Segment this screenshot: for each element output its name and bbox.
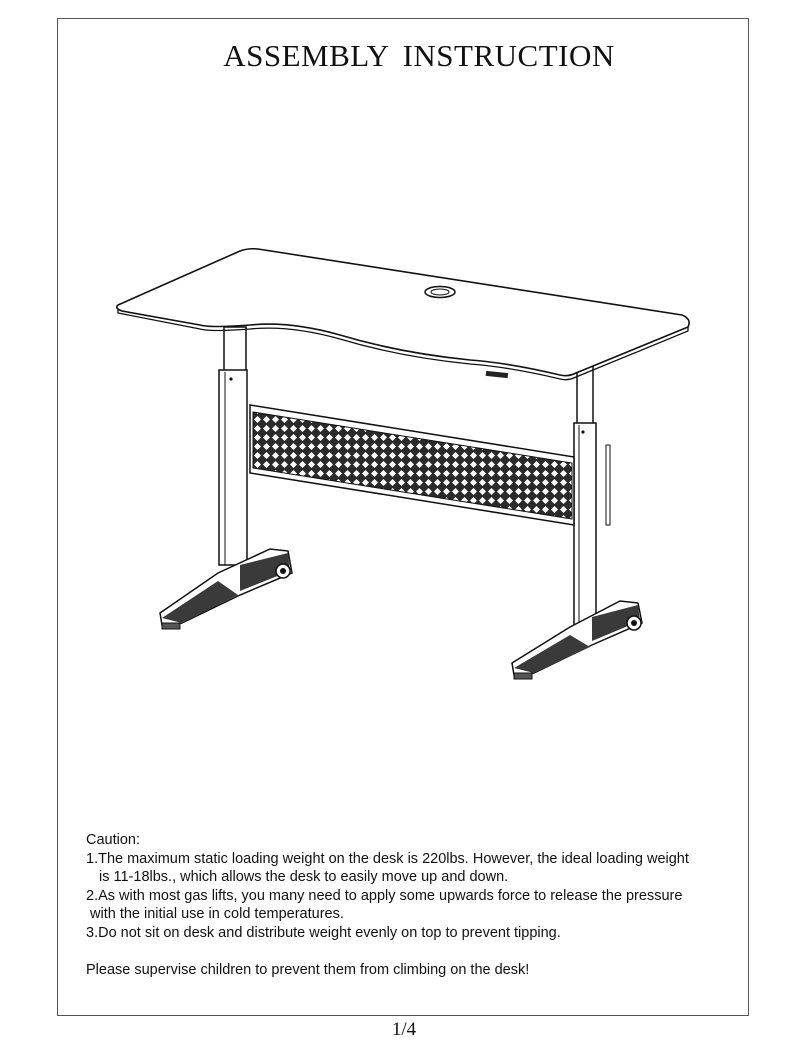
caution-heading: Caution: [86, 832, 141, 848]
caution-item-2-cont: with the initial use in cold temperatures. [90, 906, 344, 922]
modesty-panel [250, 405, 574, 525]
page-title: ASSEMBLY INSTRUCTION [223, 38, 615, 73]
standing-desk-illustration [100, 235, 700, 685]
desk-top [117, 249, 689, 380]
caution-section [86, 831, 736, 979]
right-leg [574, 365, 610, 628]
spacer [86, 942, 736, 961]
left-leg [219, 327, 247, 565]
page-number: 1/4 [391, 1019, 417, 1040]
caution-item-3: 3.Do not sit on desk and distribute weight evenly on top to prevent tipping. [86, 924, 561, 941]
caution-item-1: 1.The maximum static loading weight on the desk is 220lbs. However, the ideal loading weight [86, 850, 689, 867]
caution-item-1-cont: is 11-18lbs., which allows the desk to easily move up and down. [99, 869, 509, 885]
supervise-note: Please supervise children to prevent them from climbing on the desk! [86, 961, 530, 978]
caution-item-2: 2.As with most gas lifts, you many need to apply some upwards force to release the pressure [86, 887, 683, 904]
